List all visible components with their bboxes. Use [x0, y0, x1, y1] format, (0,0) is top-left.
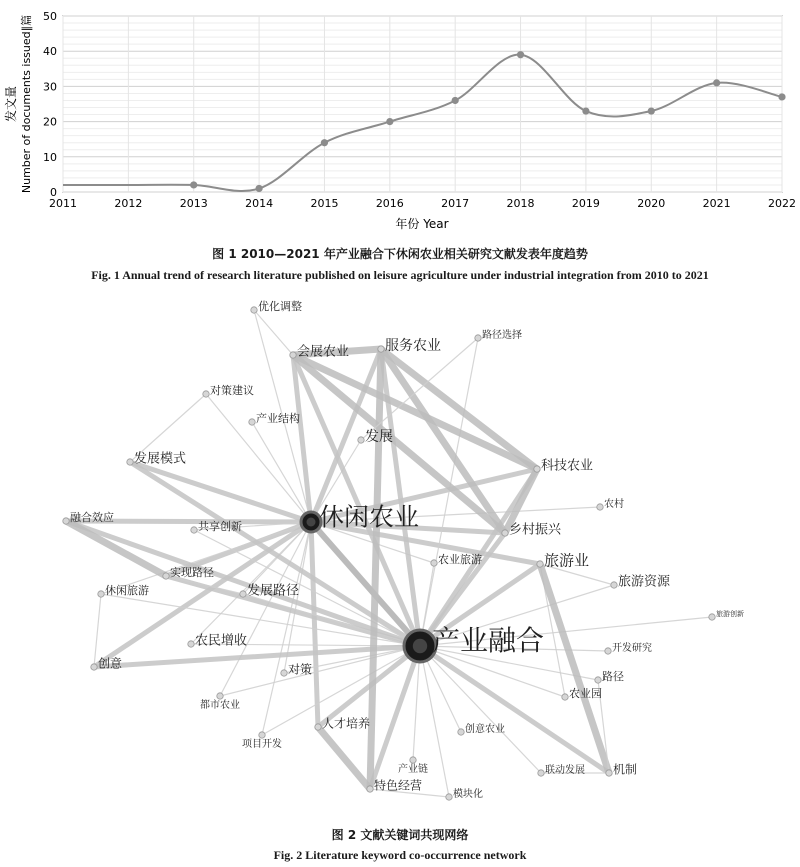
- keyword-label: 对策: [288, 662, 313, 677]
- keyword-label: 产业链: [398, 764, 428, 775]
- keyword-network: [0, 292, 800, 822]
- keyword-node: [203, 391, 209, 397]
- keyword-node: [611, 582, 617, 588]
- keyword-label: 机制: [613, 762, 638, 777]
- x-tick-label: 2019: [571, 197, 600, 210]
- figure-2-caption-cn: 图 2 文献关键词共现网络: [331, 828, 469, 842]
- keyword-label: 人才培养: [322, 716, 371, 731]
- keyword-node: [259, 732, 265, 738]
- data-point: [386, 118, 393, 125]
- data-point: [582, 107, 589, 114]
- figure-1-caption-en: Fig. 1 Annual trend of research literature published on leisure agriculture under industrial integration from 2010 to 2021: [91, 268, 709, 282]
- keyword-node: [281, 670, 287, 676]
- network-edges: [66, 310, 712, 797]
- data-point: [190, 181, 197, 188]
- keyword-label: 模块化: [453, 789, 483, 800]
- y-tick-labels: [43, 10, 57, 199]
- plot-frame: [63, 16, 782, 192]
- data-point: [648, 107, 655, 114]
- network-edge: [130, 462, 311, 522]
- data-point: [778, 93, 785, 100]
- y-axis-label-en: Number of documents issued∥篇: [20, 14, 33, 194]
- keyword-node: [163, 573, 169, 579]
- keyword-label: 联动发展: [545, 765, 585, 776]
- keyword-node: [502, 530, 508, 536]
- figure-2-caption-en: Fig. 2 Literature keyword co-occurrence network: [273, 848, 527, 862]
- keyword-node: [378, 346, 384, 352]
- keyword-node: [98, 591, 104, 597]
- y-tick-label: 30: [43, 80, 57, 94]
- keyword-label: 服务农业: [385, 338, 441, 354]
- keyword-label: 共享创新: [198, 520, 242, 533]
- keyword-label: 乡村振兴: [509, 522, 562, 538]
- y-axis-label-cn: 发文量: [4, 85, 18, 123]
- x-tick-label: 2017: [441, 197, 470, 210]
- x-tick-label: 2011: [49, 197, 77, 210]
- keyword-label: 发展模式: [134, 451, 187, 467]
- keyword-label: 科技农业: [541, 458, 594, 474]
- keyword-node: [537, 561, 543, 567]
- x-tick-label: 2016: [375, 197, 404, 210]
- x-tick-label: 2013: [179, 197, 208, 210]
- hub-node-core: [307, 518, 316, 527]
- keyword-label: 对策建议: [210, 384, 254, 397]
- keyword-label: 产业融合: [432, 623, 545, 657]
- data-point: [517, 51, 524, 58]
- x-tick-label: 2012: [114, 197, 143, 210]
- keyword-label: 路径选择: [482, 330, 522, 341]
- keyword-label: 创意: [98, 656, 123, 671]
- keyword-node: [446, 794, 452, 800]
- network-nodes: [63, 299, 744, 800]
- keyword-label: 项目开发: [242, 739, 282, 750]
- annual-trend-chart: [0, 0, 800, 240]
- keyword-node: [91, 664, 97, 670]
- keyword-node: [217, 693, 223, 699]
- keyword-label: 旅游资源: [618, 574, 671, 590]
- keyword-node: [290, 352, 296, 358]
- keyword-node: [249, 419, 255, 425]
- keyword-node: [605, 648, 611, 654]
- grid-lines: [63, 16, 782, 192]
- keyword-label: 休闲旅游: [105, 584, 149, 597]
- keyword-label: 农民增收: [195, 633, 248, 649]
- x-tick-label: 2022: [768, 197, 796, 210]
- keyword-node: [475, 335, 481, 341]
- keyword-label: 农村: [604, 499, 624, 510]
- keyword-node: [240, 591, 246, 597]
- keyword-node: [562, 694, 568, 700]
- keyword-label: 发展: [365, 429, 393, 445]
- keyword-label: 农业园: [569, 687, 602, 700]
- keyword-node: [410, 757, 416, 763]
- network-edge: [311, 522, 318, 727]
- keyword-label: 实现路径: [170, 566, 214, 579]
- keyword-label: 会展农业: [297, 344, 350, 360]
- keyword-node: [538, 770, 544, 776]
- keyword-node: [188, 641, 194, 647]
- keyword-node: [315, 724, 321, 730]
- network-edge: [318, 727, 370, 789]
- keyword-label: 优化调整: [258, 300, 302, 313]
- network-edge: [262, 522, 311, 735]
- y-tick-label: 10: [43, 150, 57, 164]
- keyword-label: 旅游创新: [716, 610, 744, 618]
- data-point: [321, 139, 328, 146]
- keyword-label: 旅游业: [544, 551, 590, 570]
- keyword-label: 产业结构: [256, 412, 300, 425]
- keyword-node: [63, 518, 69, 524]
- keyword-node: [127, 459, 133, 465]
- y-tick-label: 50: [43, 10, 57, 23]
- keyword-node: [597, 504, 603, 510]
- data-point: [713, 79, 720, 86]
- keyword-node: [191, 527, 197, 533]
- keyword-label: 融合效应: [70, 511, 114, 524]
- keyword-label: 路径: [602, 670, 624, 683]
- keyword-label: 特色经营: [374, 778, 423, 793]
- keyword-node: [367, 786, 373, 792]
- y-tick-label: 20: [43, 115, 57, 129]
- x-tick-label: 2015: [310, 197, 339, 210]
- hub-node-core: [413, 639, 427, 653]
- x-tick-label: 2014: [245, 197, 274, 210]
- data-point: [255, 185, 262, 192]
- keyword-node: [431, 560, 437, 566]
- keyword-node: [458, 729, 464, 735]
- keyword-label: 农业旅游: [438, 553, 482, 566]
- x-axis-label: 年份 Year: [395, 217, 449, 231]
- network-edge: [540, 564, 609, 773]
- keyword-node: [709, 614, 715, 620]
- keyword-label: 开发研究: [612, 643, 652, 654]
- keyword-node: [251, 307, 257, 313]
- x-tick-labels: [49, 197, 796, 210]
- network-edge: [420, 646, 609, 773]
- data-point: [452, 97, 459, 104]
- y-tick-label: 40: [43, 45, 57, 59]
- y-tick-label: 0: [50, 186, 57, 199]
- x-tick-label: 2018: [506, 197, 535, 210]
- keyword-label: 发展路径: [247, 583, 300, 599]
- x-tick-label: 2020: [637, 197, 666, 210]
- x-tick-label: 2021: [702, 197, 731, 210]
- keyword-node: [358, 437, 364, 443]
- keyword-node: [606, 770, 612, 776]
- keyword-label: 都市农业: [200, 700, 240, 711]
- keyword-label: 休闲农业: [319, 502, 420, 532]
- keyword-label: 创意农业: [465, 724, 505, 735]
- figure-1-caption-cn: 图 1 2010—2021 年产业融合下休闲农业相关研究文献发表年度趋势: [212, 247, 588, 261]
- keyword-node: [595, 677, 601, 683]
- keyword-node: [534, 466, 540, 472]
- network-edge: [370, 349, 381, 789]
